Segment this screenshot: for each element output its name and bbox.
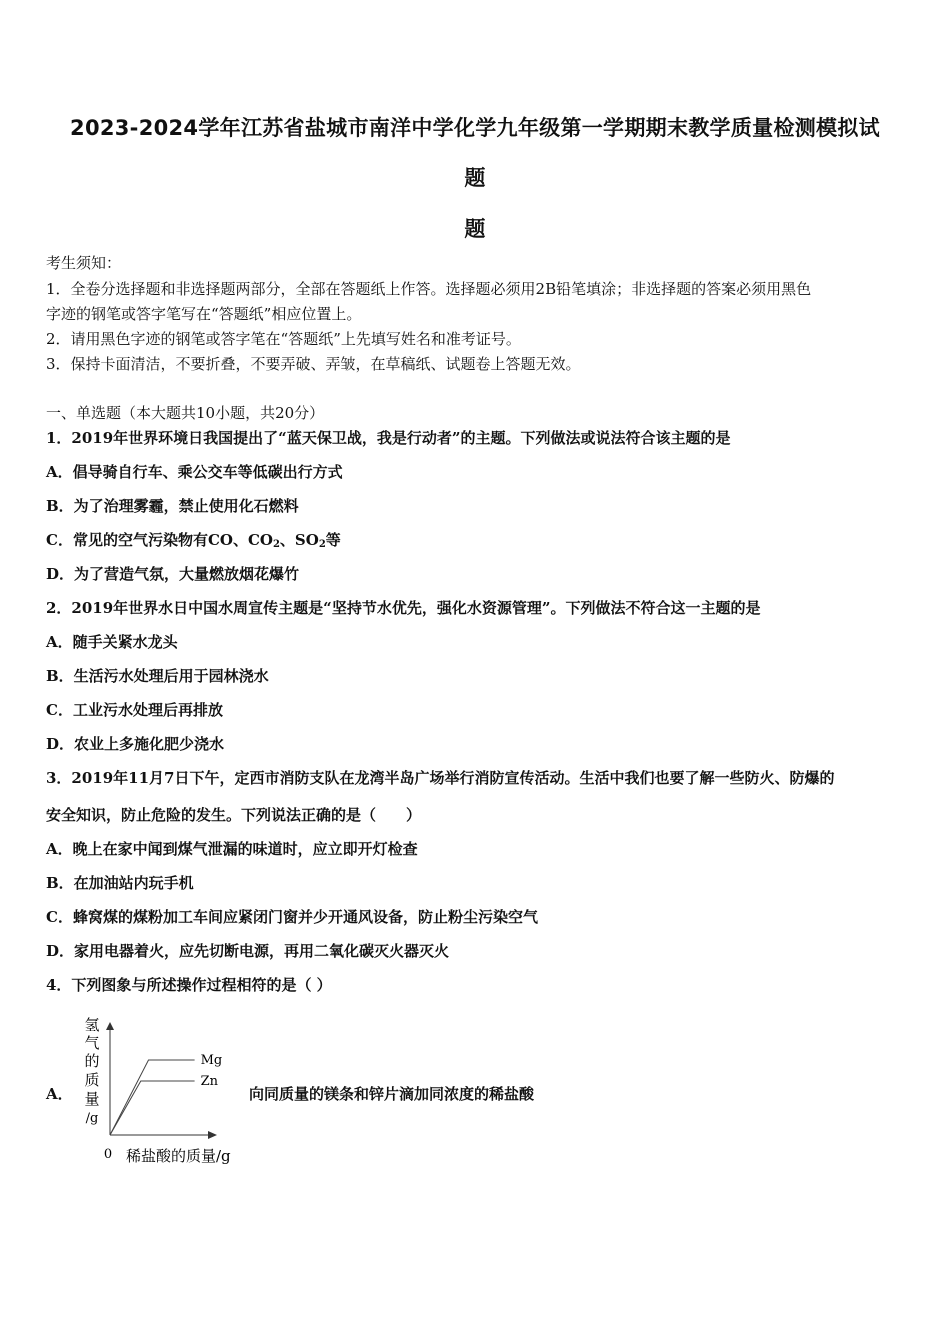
q2-option-d: D．农业上多施化肥少浇水 xyxy=(46,735,225,753)
q2-stem: 2．2019年世界水日中国水周宣传主题是“坚持节水优先，强化水资源管理”。下列做法不符合这一主题的是 xyxy=(46,599,761,617)
q2-option-c: C．工业污水处理后再排放 xyxy=(46,701,223,719)
section-heading: 一、单选题（本大题共10小题，共20分） xyxy=(46,404,325,422)
chart-origin-label: 0 xyxy=(103,1147,113,1162)
notice-item-2: 2．请用黑色字迹的钢笔或答字笔在“答题纸”上先填写姓名和准考证号。 xyxy=(46,330,521,348)
q3-stem: 3．2019年11月7日下午，定西市消防支队在龙湾半岛广场举行消防宣传活动。生活中我们也要了解一些防火、防爆的 xyxy=(46,769,835,787)
chart-series-line-mg xyxy=(110,1060,195,1135)
notice-item-1-cont: 字迹的钢笔或答字笔写在“答题纸”相应位置上。 xyxy=(46,305,362,323)
chart-x-axis-arrow xyxy=(208,1131,217,1139)
chart-series-line-zn xyxy=(110,1081,195,1135)
page-title-cont-2: 题 xyxy=(464,217,486,241)
q1-option-d: D．为了营造气氛，大量燃放烟花爆竹 xyxy=(46,565,300,583)
q4-option-a-chart xyxy=(70,1010,250,1170)
q3-option-c: C．蜂窝煤的煤粉加工车间应紧闭门窗并少开通风设备，防止粉尘污染空气 xyxy=(46,908,538,926)
q3-option-d: D．家用电器着火，应先切断电源，再用二氧化碳灭火器灭火 xyxy=(46,942,450,960)
q3-stem-cont: 安全知识，防止危险的发生。下列说法正确的是（ ） xyxy=(46,806,422,824)
q1-option-c: C．常见的空气污染物有CO、$CO_2$、$SO_2$等 xyxy=(46,531,341,550)
q1-option-b: B．为了治理雾霾，禁止使用化石燃料 xyxy=(46,497,299,515)
q2-option-a: A．随手关紧水龙头 xyxy=(46,633,178,651)
q4-option-a-caption: 向同质量的镁条和锌片滴加同浓度的稀盐酸 xyxy=(249,1085,535,1103)
chart-series-label-zn: Zn xyxy=(200,1074,219,1089)
q3-option-b: B．在加油站内玩手机 xyxy=(46,874,194,892)
q3-option-a: A．晚上在家中闻到煤气泄漏的味道时，应立即开灯检查 xyxy=(46,840,418,858)
chart-ylabel-char: 质 xyxy=(84,1071,100,1089)
chart-y-axis-arrow xyxy=(106,1022,114,1030)
q2-option-b: B．生活污水处理后用于园林浇水 xyxy=(46,667,269,685)
chart-ylabel-char: 氢 xyxy=(84,1016,100,1034)
q4-stem: 4．下列图象与所述操作过程相符的是（ ） xyxy=(46,976,332,994)
chart-xlabel: 稀盐酸的质量/g xyxy=(126,1147,231,1165)
chart-series-label-mg: Mg xyxy=(200,1053,223,1068)
chart-ylabel-char: 量 xyxy=(84,1090,100,1108)
q1-stem: 1．2019年世界环境日我国提出了“蓝天保卫战，我是行动者”的主题。下列做法或说法符合该主题的是 xyxy=(46,429,731,447)
notice-item-1: 1．全卷分选择题和非选择题两部分，全部在答题纸上作答。选择题必须用2B铅笔填涂；非选择题的答案必须用黑色 xyxy=(46,280,812,298)
q4-option-a-label: A． xyxy=(46,1085,73,1103)
notice-item-3: 3．保持卡面清洁，不要折叠，不要弄破、弄皱，在草稿纸、试题卷上答题无效。 xyxy=(46,355,581,373)
chart-ylabel-char: /g xyxy=(85,1111,99,1126)
notice-heading: 考生须知： xyxy=(46,254,122,272)
q1-option-a: A．倡导骑自行车、乘公交车等低碳出行方式 xyxy=(46,463,343,481)
page-title: 2023-2024学年江苏省盐城市南洋中学化学九年级第一学期期末教学质量检测模拟试 xyxy=(70,116,880,140)
chart-ylabel-char: 气 xyxy=(84,1034,100,1052)
page-title-cont: 题 xyxy=(464,166,486,190)
chart-ylabel-char: 的 xyxy=(84,1052,100,1070)
